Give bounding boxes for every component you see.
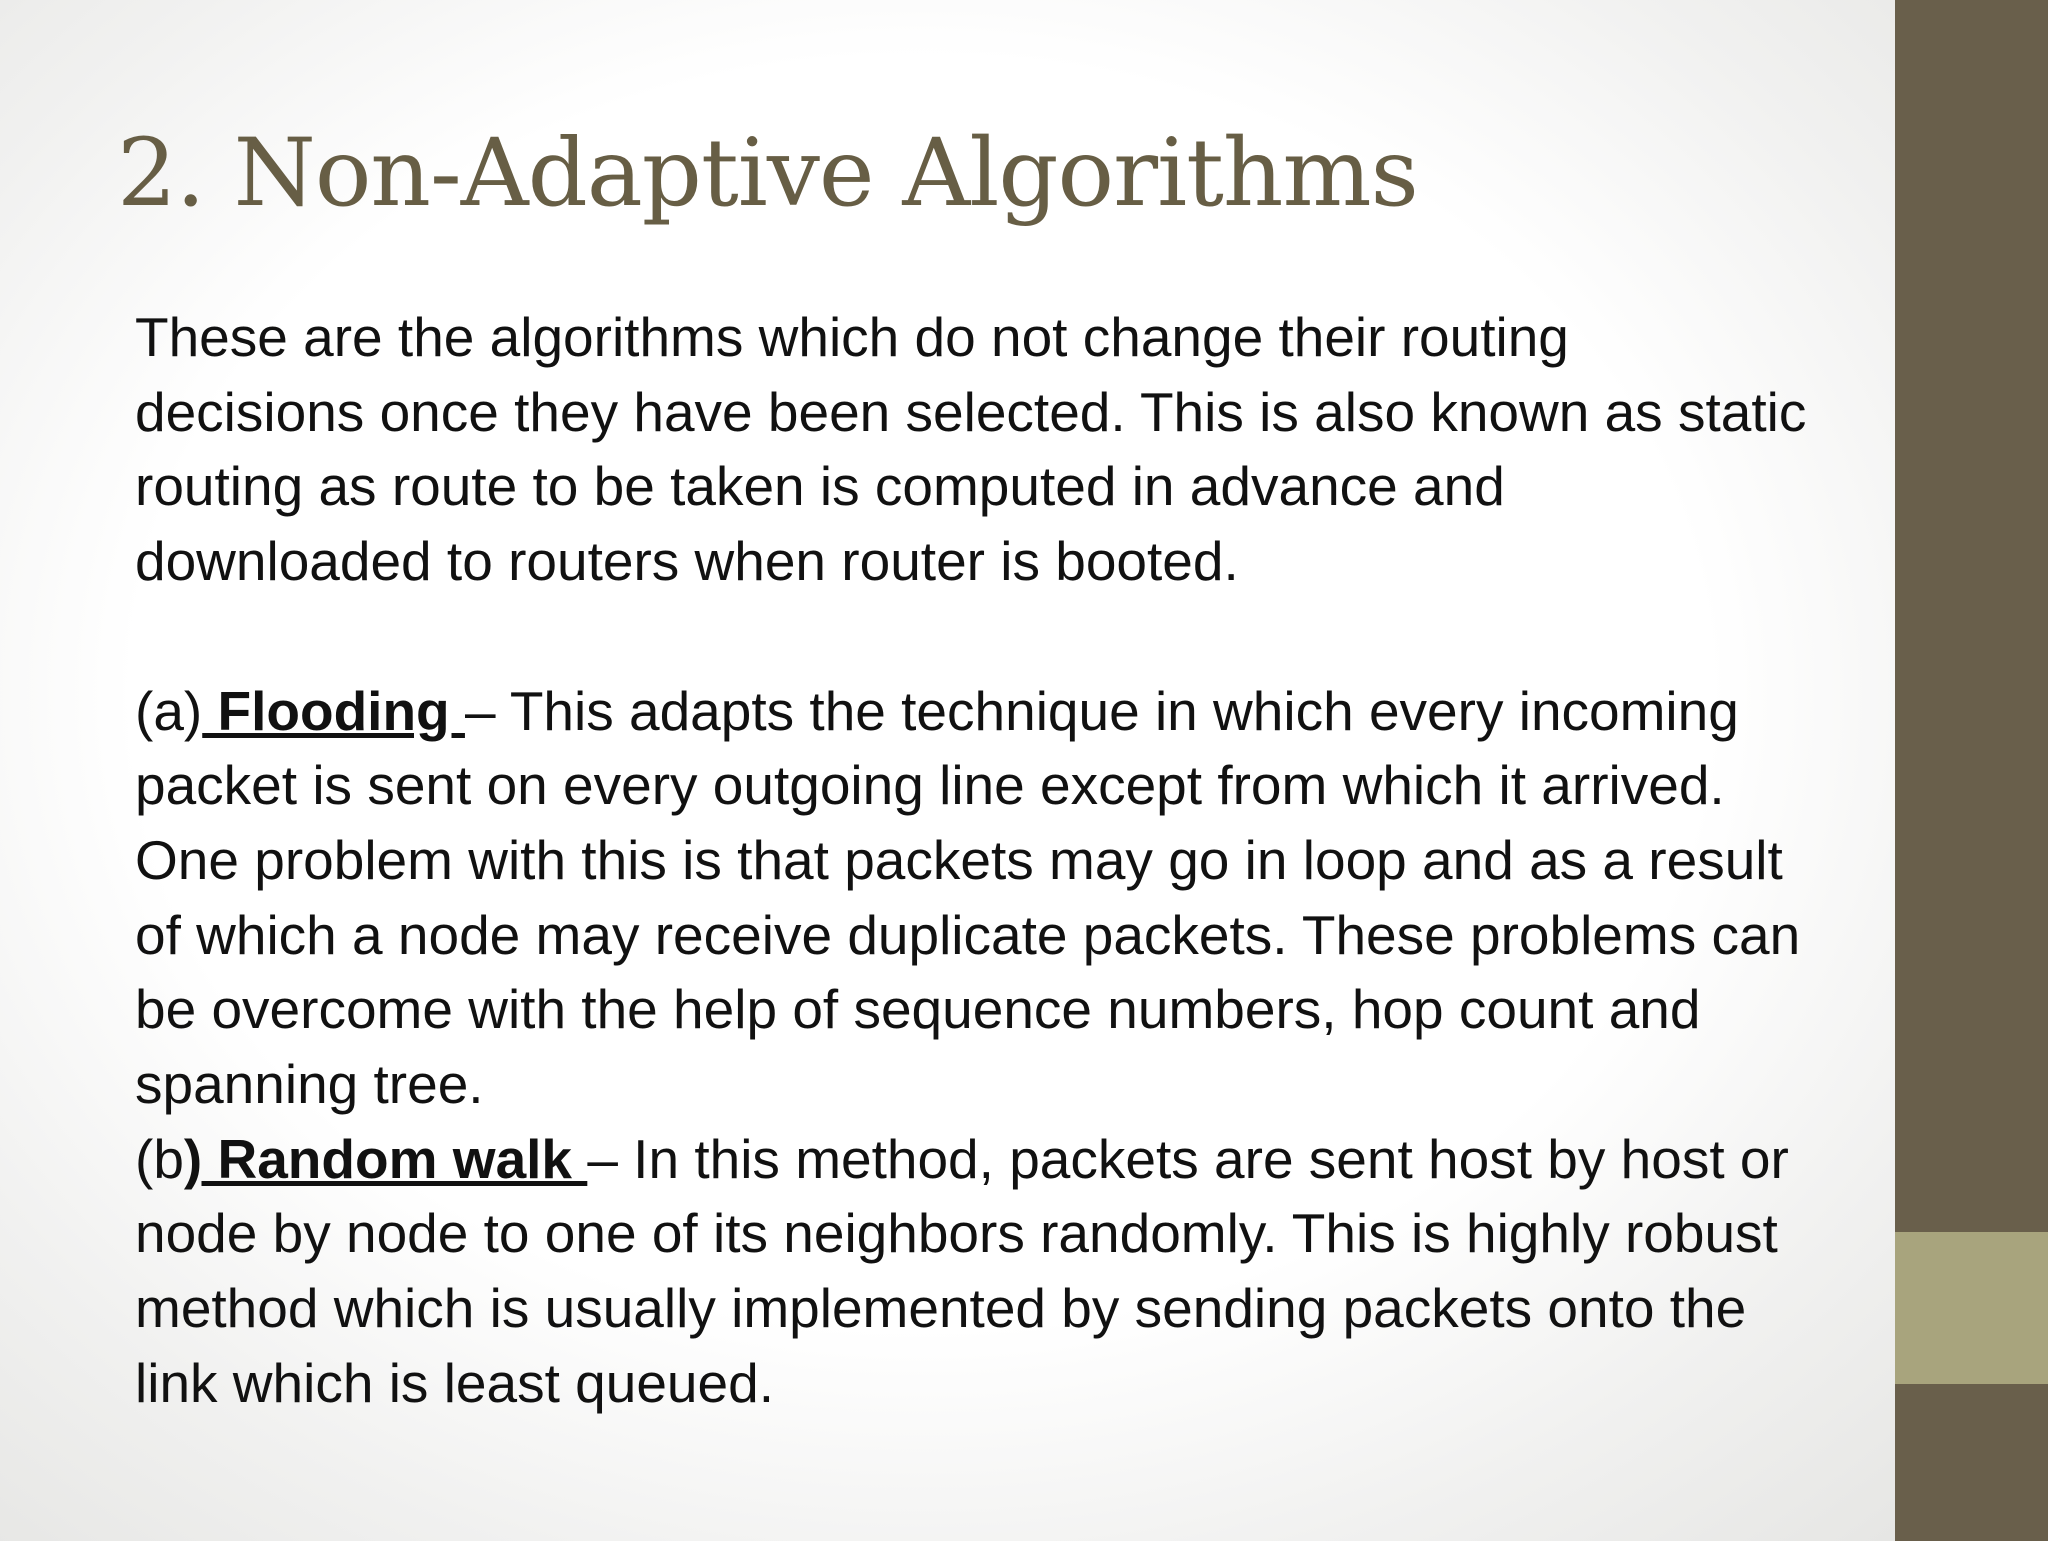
- random-walk-line: link which is least queued.: [135, 1351, 774, 1414]
- flooding-first-line: [135, 674, 1875, 749]
- random-walk-paragraph: [135, 1122, 1875, 1421]
- intro-line: downloaded to routers when router is booted.: [135, 530, 1239, 593]
- flooding-line: of which a node may receive duplicate packets. These problems can: [135, 903, 1801, 966]
- intro-paragraph: [135, 300, 1875, 599]
- flooding-first-line-rest: – This adapts the technique in which every incoming: [464, 679, 1739, 742]
- intro-line: routing as route to be taken is computed in advance and: [135, 455, 1505, 518]
- random-walk-first-line: [135, 1122, 1875, 1197]
- intro-line: decisions once they have been selected. This is also known as static: [135, 380, 1807, 443]
- random-walk-term: ) Random walk: [183, 1127, 588, 1190]
- slide-title: 2. Non-Adaptive Algorithms: [117, 119, 1418, 228]
- flooding-line: spanning tree.: [135, 1053, 484, 1116]
- flooding-paragraph: [135, 674, 1875, 1122]
- flooding-term: Flooding: [202, 679, 465, 742]
- flooding-prefix: (a): [135, 679, 203, 742]
- random-walk-first-line-rest: – In this method, packets are sent host by host or: [587, 1127, 1789, 1190]
- random-walk-prefix: (b: [135, 1127, 184, 1190]
- random-walk-line: node by node to one of its neighbors randomly. This is highly robust: [135, 1202, 1778, 1265]
- side-decoration-bar: [1895, 0, 2048, 1541]
- flooding-line: packet is sent on every outgoing line except from which it arrived.: [135, 754, 1725, 817]
- intro-line: These are the algorithms which do not change their routing: [135, 306, 1569, 368]
- side-accent-block: [1895, 1232, 2048, 1384]
- paragraph-spacer: [135, 599, 1875, 674]
- flooding-line: be overcome with the help of sequence numbers, hop count and: [135, 978, 1701, 1041]
- flooding-line: One problem with this is that packets may go in loop and as a result: [135, 828, 1783, 891]
- random-walk-line: method which is usually implemented by sending packets onto the: [135, 1277, 1747, 1340]
- slide-body: [135, 300, 1875, 1421]
